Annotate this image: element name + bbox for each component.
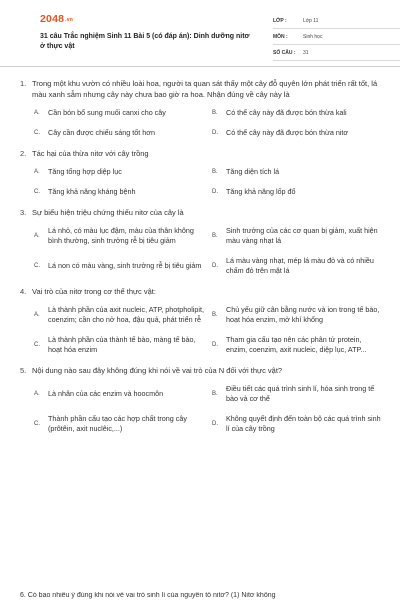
- question-text: Vai trò của nitơ trong cơ thể thực vật:: [32, 287, 156, 296]
- option-text: Điều tiết các quá trình sinh lí, hóa sinh trong tế bào và cơ thể: [226, 384, 375, 403]
- option-letter: A.: [34, 312, 40, 318]
- meta-label: SỐ CÂU :: [273, 49, 296, 56]
- answer-option[interactable]: [212, 226, 382, 246]
- meta-table: [273, 13, 400, 61]
- option-text: Là nhân của các enzim và hoocmôn: [48, 389, 164, 398]
- question-text: Nội dung nào sau đây không đúng khi nói về vai trò của N đối với thực vật?: [32, 366, 283, 375]
- option-text: Tăng tổng hợp diệp lục: [48, 167, 122, 176]
- option-letter: D.: [212, 130, 218, 136]
- question-number: 5.: [20, 366, 27, 375]
- answer-option[interactable]: [212, 187, 382, 197]
- question-number: 4.: [20, 287, 27, 296]
- option-letter: B.: [212, 233, 218, 239]
- page-title: 31 câu Trắc nghiệm Sinh 11 Bài 5 (có đáp án): Dinh dưỡng nitơ ở thực vật: [40, 33, 250, 50]
- meta-label: MÔN :: [273, 33, 288, 40]
- answer-option[interactable]: [34, 305, 204, 325]
- option-text: Là thành phần của axit nucleic, ATP, photpholipit, coenzim; cần cho nở hoa, đậu quả, phát triển rễ: [48, 305, 204, 324]
- option-text: Không quyết định đến toàn bộ các quá trình sinh lí của cây trồng: [226, 414, 381, 433]
- option-letter: C.: [34, 421, 40, 427]
- question-text: Trong một khu vườn có nhiều loài hoa, người ta quan sát thấy một cây đỗ quyên lớn phát triển rất tốt, lá màu xanh sẫm nhưng cây này chưa bao giờ ra hoa. Nhận đúng về cây này là: [32, 79, 378, 99]
- question-item: [20, 365, 382, 434]
- option-letter: B.: [212, 110, 218, 116]
- question-text: Tác hại của thừa nitơ với cây trồng: [32, 149, 149, 158]
- option-letter: C.: [34, 189, 40, 195]
- option-letter: A.: [34, 233, 40, 239]
- option-text: Tham gia cấu tạo nên các phân tử protein, enzim, coenzim, axit nucleic, diệp lục, ATP...: [226, 335, 367, 354]
- meta-value: 31: [303, 49, 309, 56]
- answer-option[interactable]: [34, 226, 204, 246]
- question-number: 2.: [20, 149, 27, 158]
- option-text: Lá nhỏ, có màu lục đậm, màu của thân không bình thường, sinh trưởng rễ bị tiêu giảm: [48, 226, 194, 245]
- option-letter: B.: [212, 391, 218, 397]
- meta-row-subject: [273, 29, 400, 45]
- question-list: [20, 78, 382, 444]
- answer-option[interactable]: [34, 128, 204, 138]
- option-text: Chủ yếu giữ cân bằng nước và ion trong tế bào, hoạt hóa enzim, mở khí khổng: [226, 305, 380, 324]
- option-text: Tăng khả năng lốp đổ: [226, 187, 296, 196]
- answer-option[interactable]: [34, 414, 204, 434]
- option-letter: A.: [34, 110, 40, 116]
- answer-option[interactable]: [34, 167, 204, 177]
- option-text: Sinh trưởng của các cơ quan bị giảm, xuất hiện màu vàng nhạt lá: [226, 226, 378, 245]
- meta-row-count: [273, 45, 400, 61]
- answer-option[interactable]: [212, 108, 382, 118]
- question-number: 1.: [20, 79, 27, 88]
- option-text: Tăng khả năng kháng bệnh: [48, 187, 136, 196]
- question-item: [20, 78, 382, 138]
- answer-option[interactable]: [212, 305, 382, 325]
- option-text: Cần bón bổ sung muối canxi cho cây: [48, 108, 166, 117]
- meta-label: LỚP :: [273, 17, 287, 24]
- option-letter: B.: [212, 312, 218, 318]
- answer-option[interactable]: [212, 128, 382, 138]
- option-text: Lá non có màu vàng, sinh trưởng rễ bị tiêu giảm: [48, 261, 202, 270]
- answer-option[interactable]: [34, 384, 204, 404]
- option-text: Cây cần được chiếu sáng tốt hơn: [48, 128, 155, 137]
- option-letter: D.: [212, 342, 218, 348]
- question-item: [20, 148, 382, 197]
- option-letter: C.: [34, 263, 40, 269]
- site-logo[interactable]: [40, 13, 73, 25]
- answer-option[interactable]: [212, 256, 382, 276]
- answer-option[interactable]: [34, 187, 204, 197]
- logo-text: 2048: [40, 13, 65, 25]
- question-item: [20, 286, 382, 355]
- meta-value: Sinh học: [303, 33, 323, 40]
- option-letter: D.: [212, 189, 218, 195]
- answer-option[interactable]: [34, 335, 204, 355]
- option-text: Thành phần cấu tạo các hợp chất trong cây (prôtêin, axit nuclêic,...): [48, 414, 187, 433]
- option-letter: B.: [212, 169, 218, 175]
- answer-option[interactable]: [34, 256, 204, 276]
- next-question-partial: 6. Có bao nhiêu ý đúng khi nói về vai trò sinh lí của nguyên tố nitơ? (1) Nitơ không: [20, 592, 276, 599]
- option-letter: C.: [34, 130, 40, 136]
- question-number: 3.: [20, 208, 27, 217]
- answer-option[interactable]: [212, 384, 382, 404]
- option-text: Có thể cây này đã được bón thừa nitơ: [226, 128, 349, 137]
- option-text: Tăng diện tích lá: [226, 167, 280, 176]
- option-letter: D.: [212, 421, 218, 427]
- logo-suffix: .vn: [65, 17, 73, 23]
- answer-option[interactable]: [212, 167, 382, 177]
- meta-value: Lớp 11: [303, 17, 319, 24]
- option-letter: D.: [212, 263, 218, 269]
- option-text: Là thành phần của thành tế bào, màng tế bào, hoạt hóa enzim: [48, 335, 196, 354]
- option-letter: A.: [34, 391, 40, 397]
- answer-option[interactable]: [212, 335, 382, 355]
- header: [20, 0, 380, 64]
- meta-row-class: [273, 13, 400, 29]
- option-text: Lá màu vàng nhạt, mép lá màu đỏ và có nhiều chấm đỏ trên mặt lá: [226, 256, 374, 275]
- option-letter: C.: [34, 342, 40, 348]
- answer-option[interactable]: [212, 414, 382, 434]
- answer-option[interactable]: [34, 108, 204, 118]
- question-text: Sự biểu hiện triệu chứng thiếu nitơ của cây là: [32, 208, 184, 217]
- header-divider: [0, 66, 400, 67]
- question-item: [20, 207, 382, 276]
- option-text: Có thể cây này đã được bón thừa kali: [226, 108, 347, 117]
- option-letter: A.: [34, 169, 40, 175]
